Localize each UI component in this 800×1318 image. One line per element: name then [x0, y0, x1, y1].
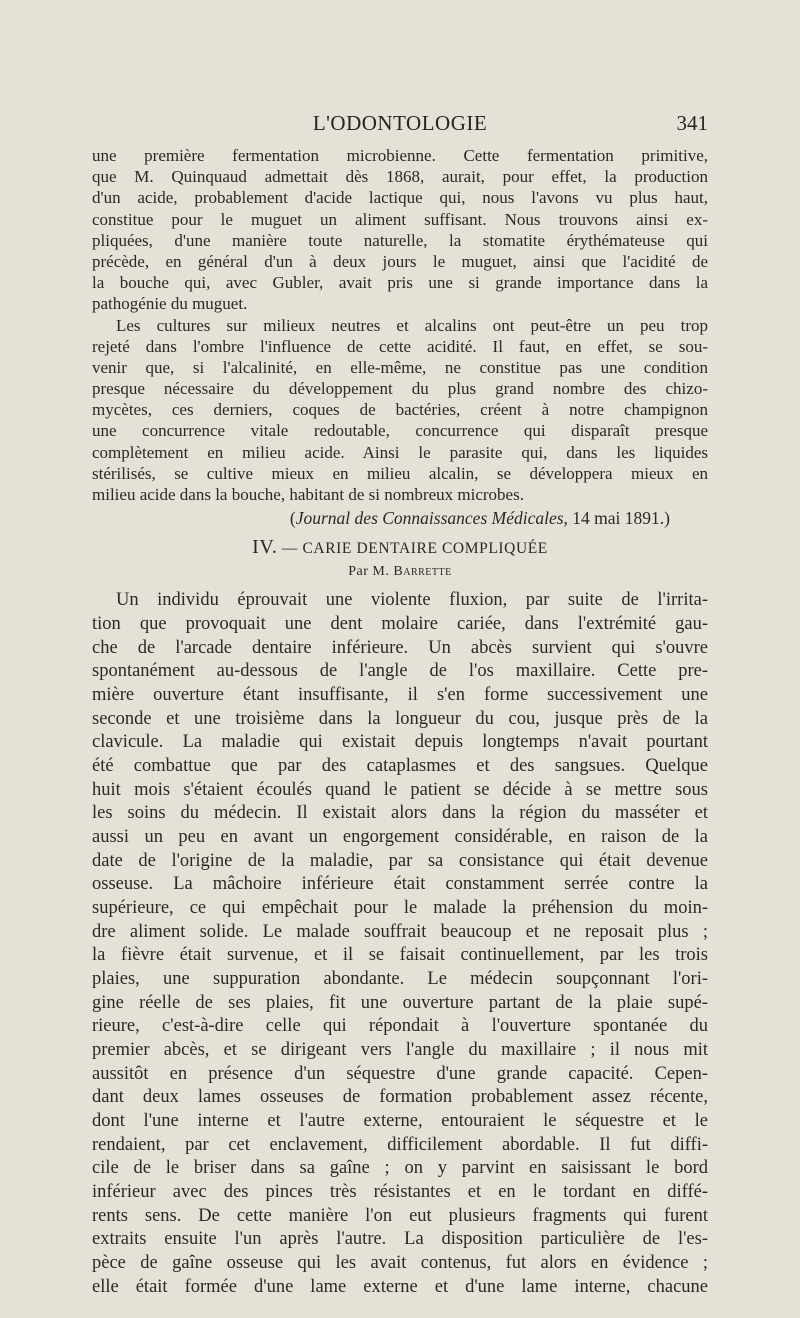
text-line: clavicule. La maladie qui existait depuis longtemps n'avait pourtant — [92, 732, 708, 753]
page-number: 341 — [676, 111, 708, 135]
text-line: presque nécessaire du développement du plus grand nombre des chizo- — [92, 379, 708, 399]
citation-date: , 14 mai 1891. — [563, 508, 665, 529]
paragraph-3 — [92, 589, 708, 1299]
text-line: rieure, c'est-à-dire celle qui répondait à l'ouverture spontanée du — [92, 1016, 708, 1037]
text-line: Un individu éprouvait une violente fluxion, par suite de l'irrita- — [116, 590, 708, 611]
text-line: rents sens. De cette manière l'on eut plusieurs fragments qui furent — [92, 1205, 708, 1226]
author-prefix: Par M. — [348, 564, 394, 580]
text-line: une première fermentation microbienne. Cette fermentation primitive, — [92, 146, 708, 165]
text-line: plaies, une suppuration abondante. Le médecin soupçonnant l'ori- — [92, 968, 708, 989]
text-line: che de l'arcade dentaire inférieure. Un abcès survient qui s'ouvre — [92, 637, 708, 658]
text-line: pathogénie du muguet. — [92, 294, 248, 314]
author-line — [92, 561, 708, 583]
citation — [92, 506, 708, 531]
text-line: Les cultures sur milieux neutres et alcalins ont peut-être un peu trop — [116, 315, 708, 335]
text-line: la bouche qui, avec Gubler, avait pris une si grande importance dans la — [92, 273, 708, 293]
text-line: précède, en général d'un à deux jours le muguet, ainsi que l'acidité de — [92, 251, 708, 271]
text-line: dant deux lames osseuses de formation probablement assez récente, — [92, 1087, 708, 1108]
text-line: la fièvre était survenue, et il se faisait continuellement, par les trois — [92, 945, 708, 966]
section-number: IV. — [252, 536, 278, 559]
citation-close: ) — [664, 508, 670, 529]
text-line: tion que provoquait une dent molaire cariée, dans l'extrémité gau- — [92, 613, 708, 634]
text-line: rejeté dans l'ombre l'influence de cette acidité. Il faut, en effet, se sou- — [92, 336, 708, 356]
text-line: huit mois s'étaient écoulés quand le patient se décide à se mettre sous — [92, 779, 708, 800]
text-line: cile de le briser dans sa gaîne ; on y parvint en saisissant le bord — [92, 1158, 708, 1179]
text-line: aussi un peu en avant un engorgement considérable, en raison de la — [92, 826, 708, 847]
text-line: premier abcès, et se dirigeant vers l'angle du maxillaire ; il nous mit — [92, 1039, 708, 1060]
text-line: complètement en milieu acide. Ainsi le parasite qui, dans les liquides — [92, 442, 708, 462]
paragraph-2 — [92, 315, 708, 506]
text-line: dont l'une interne et l'autre externe, entouraient le séquestre et le — [92, 1110, 708, 1131]
page-header — [92, 111, 708, 141]
text-line: les soins du médecin. Il existait alors dans la région du masséter et — [92, 803, 708, 824]
paragraph-1 — [92, 145, 708, 315]
running-title: L'ODONTOLOGIE — [312, 111, 488, 135]
text-line: seconde et une troisième dans la longueur du cou, jusque près de la — [92, 708, 708, 729]
text-body — [92, 145, 708, 1299]
text-line: mière ouverture étant insuffisante, il s'en forme successivement une — [92, 684, 708, 705]
text-line: que M. Quinquaud admettait dès 1868, aurait, pour effet, la production — [92, 167, 708, 187]
citation-open: ( — [289, 508, 296, 529]
text-line: gine réelle de ses plaies, fit une ouverture partant de la plaie supé- — [92, 992, 708, 1013]
text-line: milieu acide dans la bouche, habitant de si nombreux microbes. — [92, 485, 524, 504]
text-line: extraits ensuite l'un après l'autre. La disposition particulière de l'es- — [92, 1229, 708, 1250]
text-line: supérieure, ce qui empêchait pour le malade la préhension du moin- — [92, 897, 708, 918]
text-line: spontanément au-dessous de l'angle de l'os maxillaire. Cette pre- — [92, 661, 708, 682]
text-line: osseuse. La mâchoire inférieure était constamment serrée contre la — [92, 874, 708, 895]
text-line: venir que, si l'alcalinité, en elle-même, ne constitue pas une condition — [92, 357, 708, 377]
text-line: une concurrence vitale redoutable, concurrence qui disparaît presque — [92, 421, 708, 441]
author-name: Barrette — [393, 564, 452, 580]
section-title: — CARIE DENTAIRE COMPLIQUÉE — [277, 540, 548, 558]
text-line: pliquées, d'une manière toute naturelle, la stomatite érythémateuse qui — [92, 230, 708, 250]
text-line: rendaient, par cet enclavement, difficilement abordable. Il fut diffi- — [92, 1134, 708, 1155]
text-line: stérilisés, se cultive mieux en milieu alcalin, se développera mieux en — [92, 463, 708, 483]
citation-source: Journal des Connaissances Médicales — [295, 508, 564, 529]
text-line: d'un acide, probablement d'acide lactique qui, nous l'avons vu plus haut, — [92, 188, 708, 208]
text-line: date de l'origine de la maladie, par sa consistance qui était devenue — [92, 850, 708, 871]
text-line: elle était formée d'une lame externe et d'une lame interne, chacune — [92, 1276, 708, 1297]
text-line: dre aliment solide. Le malade souffrait beaucoup et ne reposait plus ; — [92, 921, 708, 942]
text-line: inférieur avec des pinces très résistantes et en le tordant en diffé- — [92, 1181, 708, 1202]
text-line: été combattue que par des cataplasmes et des sangsues. Quelque — [92, 755, 708, 776]
text-line: mycètes, ces derniers, coques de bactéries, créent à notre champignon — [92, 400, 708, 420]
text-line: constitue pour le muguet un aliment suffisant. Nous trouvons ainsi ex- — [92, 209, 708, 229]
text-line: aussitôt en présence d'un séquestre d'une grande capacité. Cepen- — [92, 1063, 708, 1084]
text-line: pèce de gaîne osseuse qui les avait contenus, fut alors en évidence ; — [92, 1253, 708, 1273]
section-heading — [92, 533, 708, 561]
